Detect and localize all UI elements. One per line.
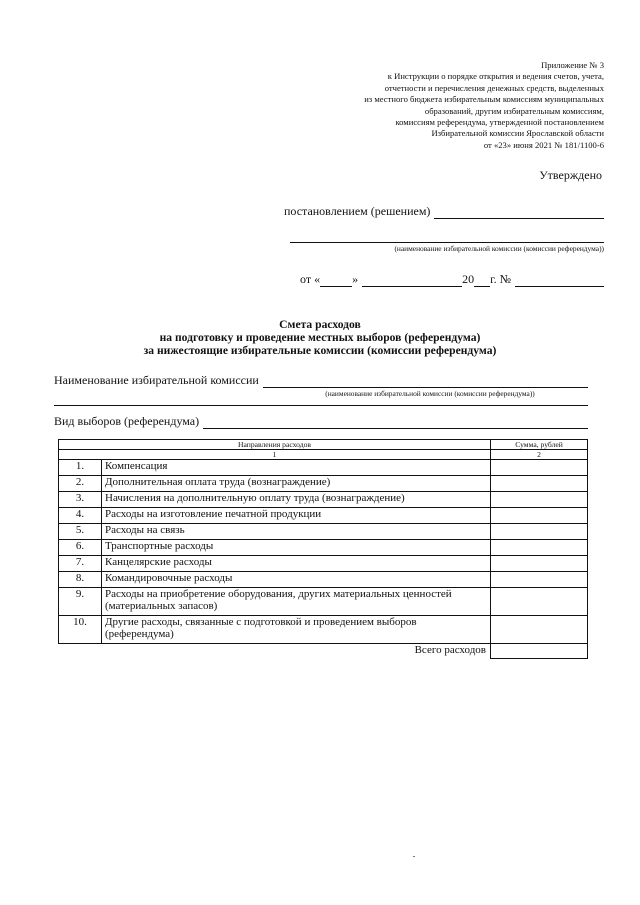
- row-amount-cell[interactable]: [491, 492, 588, 508]
- date-from-label: от «: [300, 272, 321, 286]
- document-title: [90, 318, 550, 357]
- total-label: Всего расходов: [414, 644, 486, 656]
- resolution-label: постановлением (решением): [284, 204, 431, 218]
- row-amount-cell[interactable]: [491, 588, 588, 616]
- row-text: Расходы на связь: [102, 524, 491, 540]
- row-number: 5.: [59, 524, 102, 540]
- title-line: Смета расходов: [279, 318, 361, 331]
- table-row: [59, 460, 588, 476]
- row-number: 1.: [59, 460, 102, 476]
- row-amount-cell[interactable]: [491, 508, 588, 524]
- row-number: 2.: [59, 476, 102, 492]
- row-amount-cell[interactable]: [491, 540, 588, 556]
- commission-label: Наименование избирательной комиссии: [54, 373, 259, 387]
- header-direction: Направления расходов: [59, 440, 491, 450]
- date-number-row: [300, 272, 604, 287]
- row-amount-cell[interactable]: [491, 572, 588, 588]
- row-number: 10.: [59, 616, 102, 644]
- row-number: 7.: [59, 556, 102, 572]
- table-row: [59, 540, 588, 556]
- resolution-row: [284, 204, 604, 219]
- appendix-line: отчетности и перечисления денежных средств, выделенных: [384, 82, 604, 93]
- resolution-field[interactable]: [434, 206, 604, 219]
- approved-label: Утверждено: [539, 168, 602, 182]
- row-text: Транспортные расходы: [102, 540, 491, 556]
- title-line: на подготовку и проведение местных выборов (референдума): [159, 331, 481, 344]
- row-text: Канцелярские расходы: [102, 556, 491, 572]
- total-row: [59, 644, 588, 659]
- total-spacer: [59, 644, 102, 659]
- table-row: [59, 476, 588, 492]
- row-amount-cell[interactable]: [491, 460, 588, 476]
- row-amount-cell[interactable]: [491, 476, 588, 492]
- appendix-line: комиссиям референдума, утвержденной постановлением: [395, 117, 604, 128]
- date-year-label: 20: [462, 272, 475, 286]
- election-field[interactable]: [203, 416, 588, 429]
- commission-name-field[interactable]: [290, 238, 604, 243]
- row-number: 6.: [59, 540, 102, 556]
- header-col2: 2: [491, 450, 588, 460]
- election-label: Вид выборов (референдума): [54, 414, 200, 428]
- date-quote-close: »: [352, 272, 359, 286]
- scan-speck: [413, 856, 415, 857]
- table-row: [59, 556, 588, 572]
- title-line: за нижестоящие избирательные комиссии (комиссии референдума): [143, 344, 497, 357]
- row-text: Расходы на приобретение оборудования, других материальных ценностей (материальных запасов): [102, 588, 491, 616]
- row-number: 3.: [59, 492, 102, 508]
- appendix-line: от «23» июня 2021 № 181/1100-6: [483, 139, 604, 150]
- document-number-field[interactable]: [515, 274, 604, 287]
- row-text: Командировочные расходы: [102, 572, 491, 588]
- appendix-line: Приложение № 3: [541, 60, 604, 70]
- budget-table: [58, 439, 588, 659]
- row-number: 8.: [59, 572, 102, 588]
- row-amount-cell[interactable]: [491, 616, 588, 644]
- table-header-row: [59, 440, 588, 450]
- table-row: [59, 616, 588, 644]
- date-month-field[interactable]: [362, 274, 462, 287]
- appendix-line: из местного бюджета избирательным комиссиям муниципальных: [364, 94, 604, 105]
- row-text: Компенсация: [102, 460, 491, 476]
- table-index-row: [59, 450, 588, 460]
- row-amount-cell[interactable]: [491, 556, 588, 572]
- row-text: Начисления на дополнительную оплату труда (вознаграждение): [102, 492, 491, 508]
- commission-field[interactable]: [263, 375, 588, 388]
- total-amount-cell[interactable]: [491, 644, 588, 659]
- appendix-reference: [304, 60, 604, 151]
- row-text: Другие расходы, связанные с подготовкой и проведением выборов (референдума): [102, 616, 491, 644]
- commission-row: [54, 373, 588, 388]
- commission-name-hint: (наименование избирательной комиссии (комиссии референдума)): [394, 244, 604, 253]
- date-day-field[interactable]: [320, 274, 352, 287]
- row-number: 9.: [59, 588, 102, 616]
- table-row: [59, 572, 588, 588]
- table-row: [59, 524, 588, 540]
- appendix-line: образований, другим избирательным комиссиям,: [424, 105, 604, 116]
- table-row: [59, 588, 588, 616]
- row-text: Дополнительная оплата труда (вознаграждение): [102, 476, 491, 492]
- commission-hint: (наименование избирательной комиссии (комиссии референдума)): [325, 389, 535, 398]
- row-amount-cell[interactable]: [491, 524, 588, 540]
- header-col1: 1: [59, 450, 491, 460]
- date-number-label: г. №: [490, 272, 512, 286]
- date-year-field[interactable]: [474, 274, 490, 287]
- election-row: [54, 414, 588, 429]
- row-number: 4.: [59, 508, 102, 524]
- header-amount: Сумма, рублей: [491, 440, 588, 450]
- commission-field-continuation[interactable]: [54, 405, 588, 406]
- table-row: [59, 508, 588, 524]
- row-text: Расходы на изготовление печатной продукции: [102, 508, 491, 524]
- table-row: [59, 492, 588, 508]
- appendix-line: к Инструкции о порядке открытия и ведения счетов, учета,: [387, 71, 604, 82]
- appendix-line: Избирательной комиссии Ярославской области: [431, 128, 604, 139]
